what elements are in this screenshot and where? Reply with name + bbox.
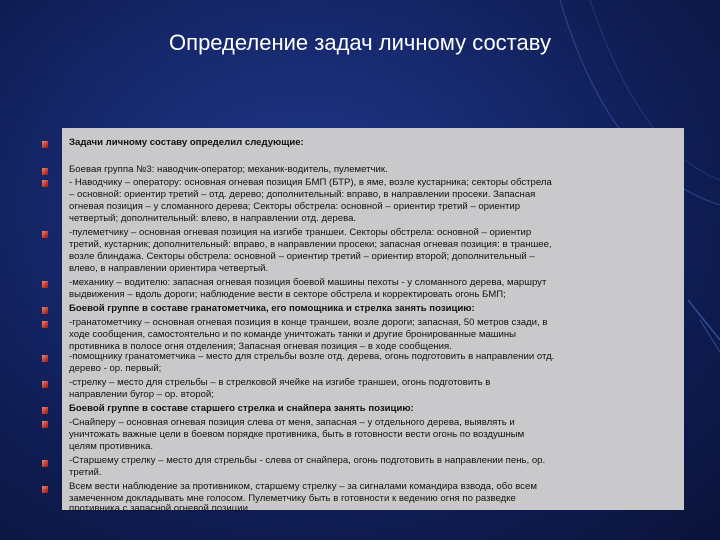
text-line: уничтожать важные цели в боевом порядке противника, быть в готовности вести огонь по воздушным	[69, 429, 525, 440]
square-bullet-icon	[42, 168, 48, 175]
text-line: четвертый; дополнительный: влево, в направлении отд. дерева.	[69, 213, 357, 224]
square-bullet-icon	[42, 281, 48, 288]
text-line: целям противника.	[69, 441, 154, 452]
square-bullet-icon	[42, 180, 48, 187]
text-line: противника с запасной огневой позиции.	[69, 503, 251, 514]
text-line: -пулеметчику – основная огневая позиция на изгибе траншеи. Секторы обстрела: основной – ориентир	[69, 227, 532, 238]
text-line: -механику – водителю: запасная огневая позиция боевой машины пехоты - у сломанного дерева, маршрут	[69, 277, 547, 288]
text-line: третий, кустарник; дополнительный: вправо, в направлении просеки; запасная огневая позиция: в траншее,	[69, 239, 552, 250]
text-line: влево, в направлении ориентира четвертый.	[69, 263, 269, 274]
text-line: -Старшему стрелку – место для стрельбы - слева от снайпера, огонь подготовить в направлении пень, ор.	[69, 455, 546, 466]
bullet-column	[42, 0, 50, 540]
square-bullet-icon	[42, 421, 48, 428]
square-bullet-icon	[42, 381, 48, 388]
square-bullet-icon	[42, 486, 48, 493]
text-line: ходе сообщения, самостоятельно и по команде уничтожать танки и другие бронированные машины	[69, 329, 517, 340]
square-bullet-icon	[42, 321, 48, 328]
text-line: Всем вести наблюдение за противником, старшему стрелку – за сигналами командира взвода, обо всем	[69, 481, 537, 492]
square-bullet-icon	[42, 141, 48, 148]
text-line: -Снайперу – основная огневая позиция слева от меня, запасная – у отдельного дерева, выявлять и	[69, 417, 515, 428]
text-line: противника в полосе огня отделения; Запасная огневая позиция – в ходе сообщения.	[69, 341, 452, 352]
text-line: -помощнику гранатометчика – место для стрельбы возле отд. дерева, огонь подготовить в направлении отд.	[69, 351, 555, 362]
text-line: Боевой группе в составе гранатометчика, его помощника и стрелка занять позицию:	[69, 303, 475, 314]
text-line: Боевая группа №3: наводчик-оператор; механик-водитель, пулеметчик.	[69, 164, 388, 175]
square-bullet-icon	[42, 231, 48, 238]
text-line: – основной: ориентир третий – отд. дерево; дополнительный: вправо, в направлении просеки. Запасная	[69, 189, 536, 200]
square-bullet-icon	[42, 307, 48, 314]
text-line: дерево - ор. первый;	[69, 363, 162, 374]
text-line: -гранатометчику – основная огневая позиция в конце траншеи, возле дороги; запасная, 50 метров сзади, в	[69, 317, 548, 328]
text-line: выдвижения – вдоль дороги; наблюдение вести в секторе обстрела и корректировать огонь БМП;	[69, 289, 506, 300]
text-line: третий.	[69, 467, 102, 478]
text-line: огневая позиция – у сломанного дерева; Секторы обстрела: основной – ориентир третий – ориентир	[69, 201, 521, 212]
text-line: Задачи личному составу определил следующие:	[69, 137, 304, 148]
text-line: замеченном докладывать мне голосом. Пулеметчику быть в готовности к ведению огня по разведке	[69, 493, 516, 504]
slide-title: Определение задач личному составу	[169, 30, 551, 55]
text-line: - Наводчику – оператору: основная огневая позиция БМП (БТР), в яме, возле кустарника; секторы обстрела	[69, 177, 552, 188]
text-line: -стрелку – место для стрельбы – в стрелковой ячейке на изгибе траншеи, огонь подготовить в	[69, 377, 491, 388]
square-bullet-icon	[42, 460, 48, 467]
text-line: направлении бугор – ор. второй;	[69, 389, 214, 400]
text-line: возле блиндажа. Секторы обстрела: основной – ориентир третий – ориентир второй; дополнительный –	[69, 251, 535, 262]
text-line: Боевой группе в составе старшего стрелка и снайпера занять позицию:	[69, 403, 414, 414]
square-bullet-icon	[42, 355, 48, 362]
square-bullet-icon	[42, 407, 48, 414]
